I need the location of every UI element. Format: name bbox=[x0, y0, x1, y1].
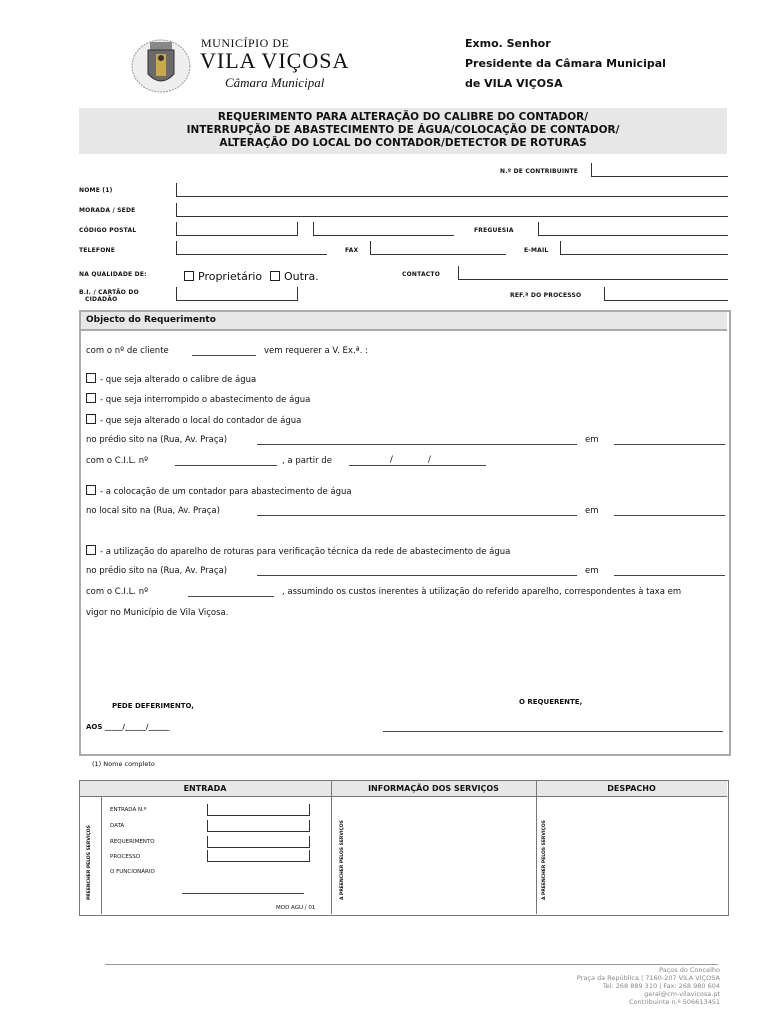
footer-line-4: geral@cm-vilavicosa.pt bbox=[644, 990, 720, 998]
outra-checkbox[interactable] bbox=[270, 271, 280, 281]
local-contador-text: - que seja alterado o local do contador de água bbox=[100, 416, 302, 426]
date-slash-1: / bbox=[390, 455, 393, 465]
option-local-contador[interactable] bbox=[86, 414, 301, 426]
footer-address bbox=[520, 966, 720, 1006]
em-text-3: em bbox=[585, 566, 599, 576]
footer-line-2: Praça da República | 7160-207 VILA VIÇOSA bbox=[576, 974, 720, 982]
telefone-label: TELEFONE bbox=[79, 247, 116, 254]
title-line-1: REQUERIMENTO PARA ALTERAÇÃO DO CALIBRE DO CONTADOR/ bbox=[217, 111, 589, 123]
email-field[interactable] bbox=[560, 241, 728, 255]
processo-field[interactable] bbox=[604, 287, 728, 301]
option-calibre[interactable] bbox=[86, 373, 256, 385]
processo-entry-label: PROCESSO bbox=[110, 854, 141, 860]
em-field-3[interactable] bbox=[614, 575, 725, 576]
morada-label: MORADA / SEDE bbox=[79, 207, 136, 214]
services-divider-1 bbox=[331, 780, 332, 914]
footer-line-1: Paços do Concelho bbox=[659, 966, 720, 974]
cp-field-2[interactable] bbox=[313, 222, 454, 236]
camara-label: Câmara Municipal bbox=[225, 75, 325, 90]
cp-label: CÓDIGO POSTAL bbox=[79, 227, 137, 234]
contacto-field[interactable] bbox=[458, 266, 728, 280]
colocacao-checkbox[interactable] bbox=[86, 485, 96, 495]
informacao-header: INFORMAÇÃO DOS SERVIÇOS bbox=[368, 784, 499, 793]
entrada-n-field[interactable] bbox=[207, 804, 310, 816]
services-table bbox=[79, 780, 729, 916]
freguesia-label: FREGUESIA bbox=[474, 227, 514, 234]
pede-deferimento: PEDE DEFERIMENTO, bbox=[112, 702, 194, 710]
requerente-signature-field[interactable] bbox=[383, 731, 723, 732]
local-text: no local sito na (Rua, Av. Praça) bbox=[86, 506, 220, 516]
nome-field[interactable] bbox=[176, 183, 728, 197]
proprietario-checkbox[interactable] bbox=[184, 271, 194, 281]
processo-label: REF.ª DO PROCESSO bbox=[510, 292, 582, 299]
cliente-post-text: vem requerer a V. Ex.ª. : bbox=[264, 346, 368, 356]
assumindo-text: , assumindo os custos inerentes à utilização do referido aparelho, correspondentes à taxa em bbox=[282, 587, 682, 597]
despacho-header: DESPACHO bbox=[607, 784, 656, 793]
interrupcao-text: - que seja interrompido o abastecimento de água bbox=[100, 395, 311, 405]
calibre-checkbox[interactable] bbox=[86, 373, 96, 383]
mod-code: MOD AGU / 01 bbox=[276, 905, 316, 911]
email-label: E-MAIL bbox=[524, 247, 549, 254]
telefone-field[interactable] bbox=[176, 241, 327, 255]
em-text-1: em bbox=[585, 435, 599, 445]
em-text-2: em bbox=[585, 506, 599, 516]
footer-line-5: Contribuinte n.º 506613451 bbox=[629, 998, 720, 1006]
interrupcao-checkbox[interactable] bbox=[86, 393, 96, 403]
proprietario-option[interactable] bbox=[184, 270, 262, 283]
nome-label: NOME (1) bbox=[79, 187, 113, 194]
entrada-n-label: ENTRADA N.º bbox=[110, 807, 147, 813]
footer-rule bbox=[105, 964, 718, 965]
data-field[interactable] bbox=[207, 820, 310, 832]
em-field-2[interactable] bbox=[614, 515, 725, 516]
roturas-text: - a utilização do aparelho de roturas para verificação técnica da rede de abastecimento de água bbox=[100, 547, 511, 557]
funcionario-label: O FUNCIONÁRIO bbox=[110, 869, 155, 875]
requerente-label: O REQUERENTE, bbox=[519, 698, 583, 706]
colocacao-text: - a colocação de um contador para abastecimento de água bbox=[100, 487, 352, 497]
option-roturas[interactable] bbox=[86, 545, 510, 557]
roturas-checkbox[interactable] bbox=[86, 545, 96, 555]
cliente-number-field[interactable] bbox=[192, 355, 256, 356]
footer-line-3: Tel: 268 889 310 | Fax: 268 980 604 bbox=[602, 982, 720, 990]
morada-field[interactable] bbox=[176, 203, 728, 217]
title-line-3: ALTERAÇÃO DO LOCAL DO CONTADOR/DETECTOR DE ROTURAS bbox=[219, 137, 587, 149]
objecto-heading: Objecto do Requerimento bbox=[86, 315, 216, 325]
date-slash-2: / bbox=[428, 455, 431, 465]
footnote: (1) Nome completo bbox=[92, 760, 155, 768]
predio-text-1: no prédio sito na (Rua, Av. Praça) bbox=[86, 435, 228, 445]
predio-field-2[interactable] bbox=[257, 575, 577, 576]
option-interrupcao[interactable] bbox=[86, 393, 310, 405]
bi-label-1: B.I. / CARTÃO DO bbox=[79, 289, 139, 296]
funcionario-signature-field[interactable] bbox=[182, 893, 304, 894]
cil-text-1: com o C.I.L. nº bbox=[86, 456, 149, 466]
addressee-line-1: Exmo. Senhor bbox=[465, 37, 551, 50]
cil-field-2[interactable] bbox=[188, 596, 274, 597]
processo-entry-field[interactable] bbox=[207, 850, 310, 862]
outra-text: Outra. bbox=[284, 270, 319, 283]
municipio-label: MUNICÍPIO DE bbox=[201, 36, 290, 50]
aos-date: AOS _____/______/______ bbox=[86, 723, 170, 731]
fax-label: FAX bbox=[345, 247, 359, 254]
em-field-1[interactable] bbox=[614, 444, 725, 445]
city-name: VILA VIÇOSA bbox=[200, 48, 350, 73]
local-field[interactable] bbox=[257, 515, 577, 516]
requerimento-label: REQUERIMENTO bbox=[110, 839, 155, 845]
outra-option[interactable] bbox=[270, 270, 319, 283]
nif-label: N.º DE CONTRIBUINTE bbox=[500, 168, 579, 175]
side-label-1: PREENCHER PELOS SERVIÇOS bbox=[87, 825, 92, 900]
cil-field-1[interactable] bbox=[175, 465, 277, 466]
proprietario-text: Proprietário bbox=[198, 270, 263, 283]
bi-label-2: CIDADÃO bbox=[85, 296, 118, 303]
addressee-line-2: Presidente da Câmara Municipal bbox=[465, 57, 666, 70]
entrada-header: ENTRADA bbox=[183, 784, 227, 793]
partir-date-field[interactable] bbox=[349, 465, 486, 466]
cp-field-1[interactable] bbox=[176, 222, 298, 236]
services-inner-divider bbox=[101, 796, 102, 914]
qualidade-label: NA QUALIDADE DE: bbox=[79, 271, 147, 278]
data-label: DATA bbox=[110, 823, 125, 829]
nif-field[interactable] bbox=[591, 163, 728, 177]
requerimento-field[interactable] bbox=[207, 836, 310, 848]
cil-text-2: com o C.I.L. nº bbox=[86, 587, 149, 597]
calibre-text: - que seja alterado o calibre de água bbox=[100, 375, 257, 385]
partir-text: , a partir de bbox=[282, 456, 332, 466]
option-colocacao[interactable] bbox=[86, 485, 352, 497]
contacto-label: CONTACTO bbox=[402, 271, 440, 278]
cliente-pre-text: com o nº de cliente bbox=[86, 346, 169, 356]
predio-text-2: no prédio sito na (Rua, Av. Praça) bbox=[86, 566, 228, 576]
side-label-2: A PREENCHER PELOS SERVIÇOS bbox=[340, 820, 345, 900]
addressee-line-3: de VILA VIÇOSA bbox=[465, 77, 563, 90]
services-divider-2 bbox=[536, 780, 537, 914]
freguesia-field[interactable] bbox=[538, 222, 728, 236]
municipal-crest-icon bbox=[130, 36, 192, 94]
fax-field[interactable] bbox=[370, 241, 506, 255]
bi-field[interactable] bbox=[176, 287, 298, 301]
title-line-2: INTERRUPÇÃO DE ABASTECIMENTO DE ÁGUA/COLOCAÇÃO DE CONTADOR/ bbox=[186, 124, 620, 136]
predio-field-1[interactable] bbox=[257, 444, 577, 445]
vigor-text: vigor no Município de Vila Viçosa. bbox=[86, 608, 229, 618]
side-label-3: A PREENCHER PELOS SERVIÇOS bbox=[542, 820, 547, 900]
local-contador-checkbox[interactable] bbox=[86, 414, 96, 424]
